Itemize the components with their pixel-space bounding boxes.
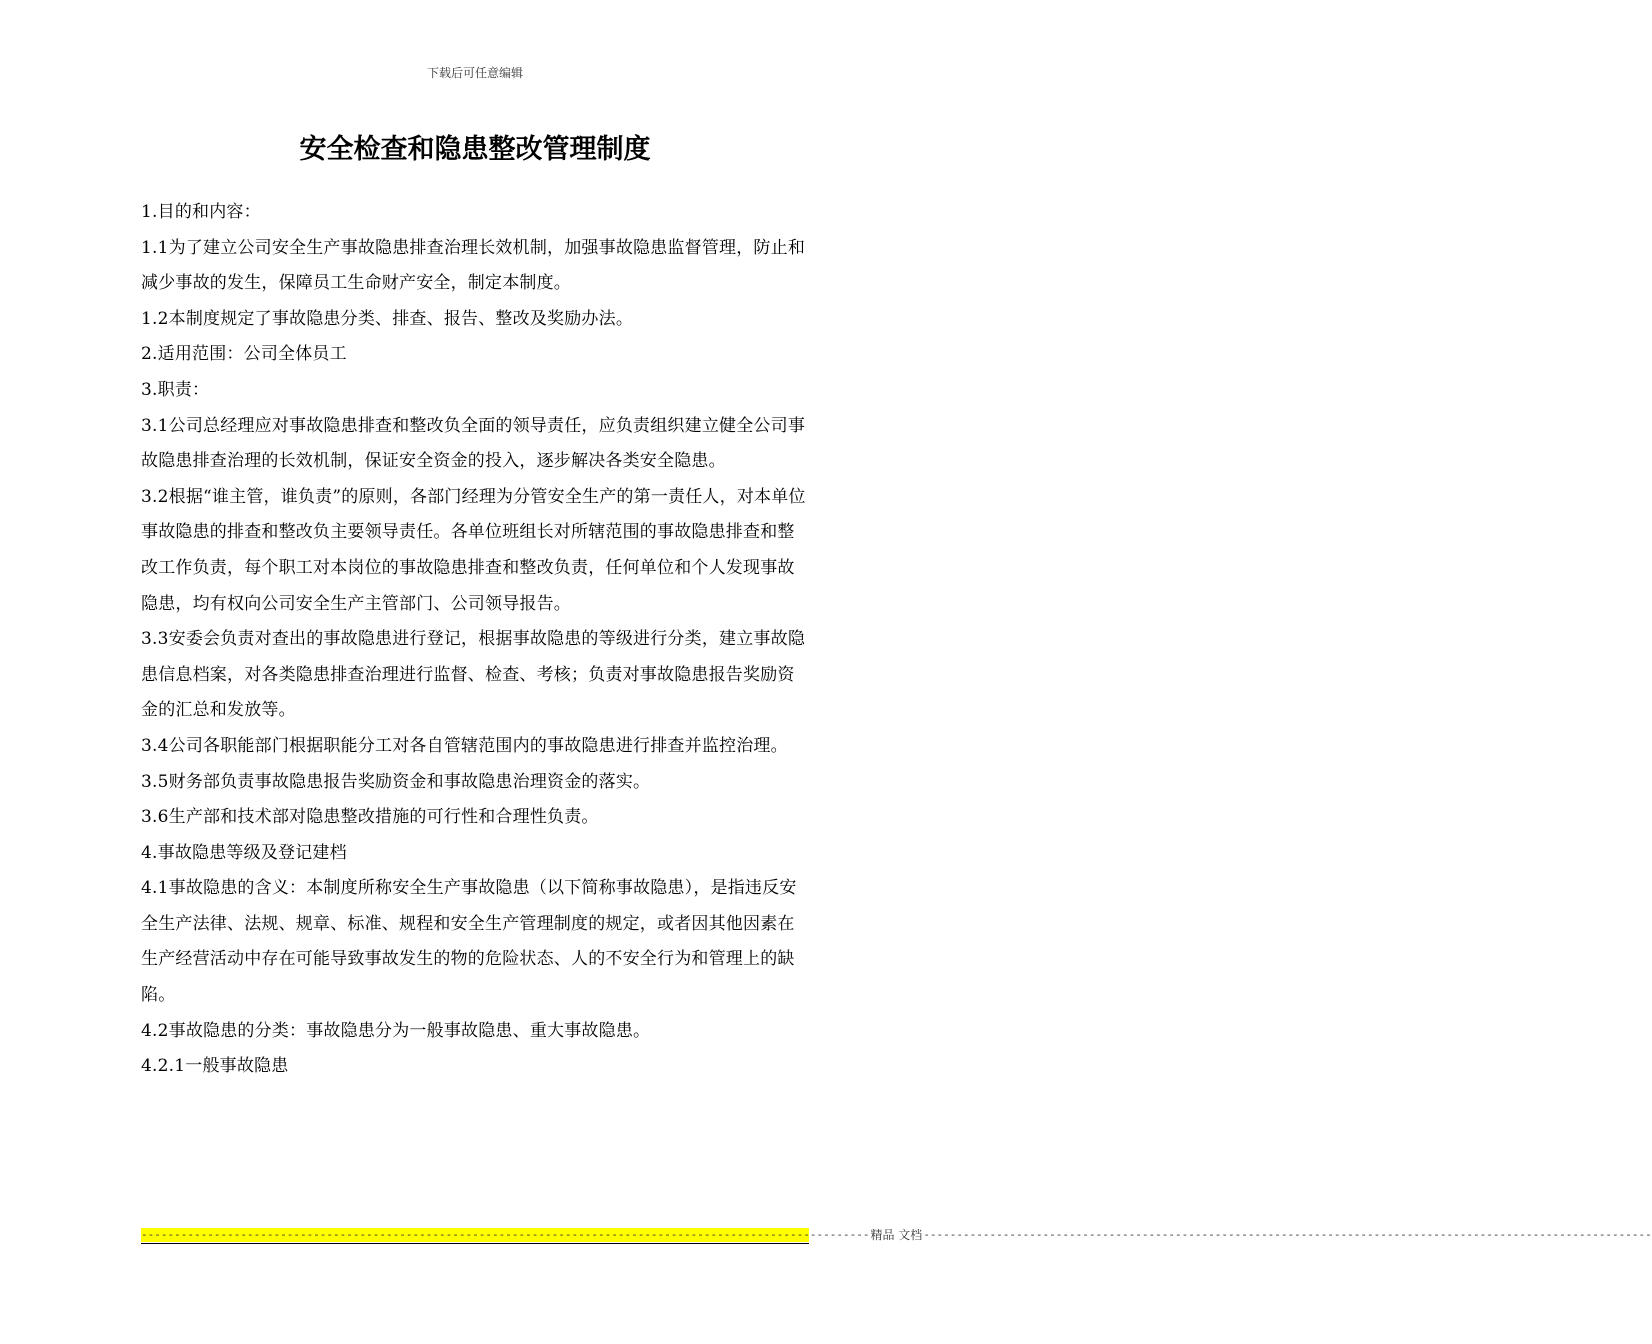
paragraph-1-1: 1.1为了建立公司安全生产事故隐患排查治理长效机制，加强事故隐患监督管理，防止和减少事故的发生，保障员工生命财产安全，制定本制度。: [141, 237, 806, 294]
paragraph-1: 1.目的和内容：: [141, 202, 261, 222]
footer-rule: [141, 1243, 809, 1244]
footer-dashes-right: --------------------------------------------------------------------------------------------------------------: [923, 1228, 1652, 1241]
paragraph-3: 3.职责：: [141, 379, 210, 400]
paragraph-3-3: 3.3安委会负责对查出的事故隐患进行登记，根据事故隐患的等级进行分类，建立事故隐患信息档案，对各类隐患排查治理进行监督、检查、考核；负责对事故隐患报告奖励资金的汇总和发放等。: [141, 629, 806, 721]
paragraph-4-2: 4.2事故隐患的分类：事故隐患分为一般事故隐患、重大事故隐患。: [141, 1020, 651, 1041]
paragraph-4-1: 4.1事故隐患的含义：本制度所称安全生产事故隐患（以下简称事故隐患），是指违反安全生产法律、法规、规章、标准、规程和安全生产管理制度的规定，或者因其他因素在生产经营活动中存在可能导致事故发生的物的危险状态、人的不安全行为和管理上的缺陷。: [141, 878, 797, 1006]
paragraph-3-6: 3.6生产部和技术部对隐患整改措施的可行性和合理性负责。: [141, 807, 599, 828]
paragraph-4-2-1: 4.2.1一般事故隐患: [141, 1056, 289, 1077]
paragraph-3-5: 3.5财务部负责事故隐患报告奖励资金和事故隐患治理资金的落实。: [141, 771, 651, 792]
paragraph-3-1: 3.1公司总经理应对事故隐患排查和整改负全面的领导责任，应负责组织建立健全公司事故隐患排查治理的长效机制，保证安全资金的投入，逐步解决各类安全隐患。: [141, 415, 806, 472]
footer-highlight-bar: [141, 1228, 1652, 1242]
paragraph-3-4: 3.4公司各职能部门根据职能分工对各自管辖范围内的事故隐患进行排查并监控治理。: [141, 735, 788, 756]
header-note: 下载后可任意编辑: [426, 66, 523, 80]
paragraph-1-2: 1.2本制度规定了事故隐患分类、排查、报告、整改及奖励办法。: [141, 308, 634, 329]
document-title: 安全检查和隐患整改管理制度: [299, 134, 651, 165]
footer-dashes-left: --------------------------------------------------------------------------------------------------------------: [141, 1228, 870, 1241]
paragraph-2: 2.适用范围：公司全体员工: [141, 344, 347, 365]
document-body: [141, 195, 809, 1085]
paragraph-3-2: 3.2根据“谁主管，谁负责”的原则，各部门经理为分管安全生产的第一责任人，对本单位事故隐患的排查和整改负主要领导责任。各单位班组长对所辖范围的事故隐患排查和整改工作负责，每个职工对本岗位的事故隐患排查和整改负责，任何单位和个人发现事故隐患，均有权向公司安全生产主管部门、公司领导报告。: [141, 486, 806, 614]
footer-label: 精品 文档: [870, 1228, 923, 1242]
paragraph-4: 4.事故隐患等级及登记建档: [141, 842, 347, 863]
